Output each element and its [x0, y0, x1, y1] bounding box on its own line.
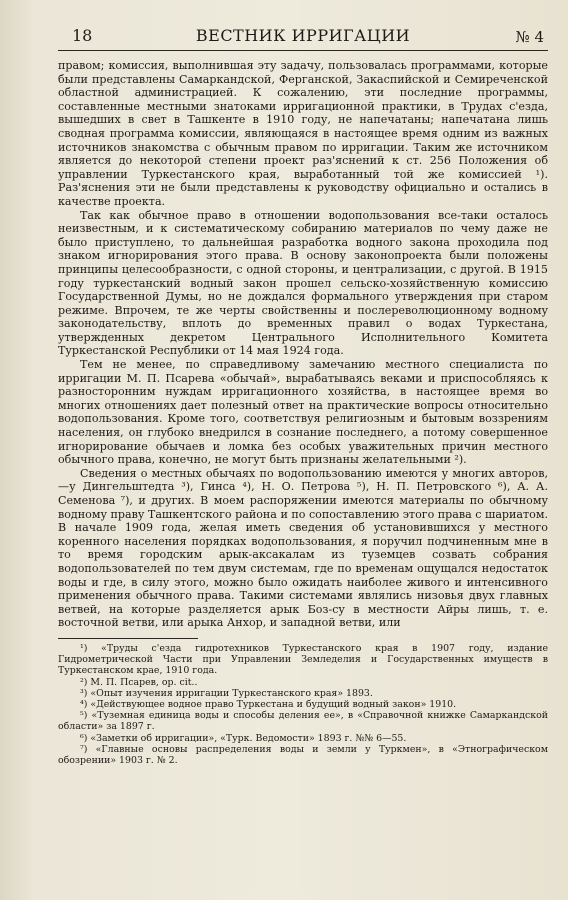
page-number: 18 — [72, 26, 93, 45]
journal-title: ВЕСТНИК ИРРИГАЦИИ — [195, 26, 411, 45]
main-text — [58, 59, 548, 630]
footnote: ⁶) «Заметки об ирригации», «Турк. Ведомости» 1893 г. №№ 6—55. — [80, 732, 407, 744]
footnotes — [58, 643, 548, 766]
paragraph: Сведения о местных обычаях по водопользованию имеются у многих авторов,—у Дингельштедта ³), Гинса ⁴), Н. О. Петрова ⁵), Н. П. Петровского ⁶), А. А. Семенова ⁷), и других. В моем распоряжении имеются материалы по обычному водному праву Ташкентского района и по сопоставлению этого права с шариатом. В начале 1909 года, желая иметь сведения об установившихся у местного коренного населения порядках водопользования, я поручил подчиненным мне в то время городским арык-аксакалам из туземцев созвать собрания водопользователей по тем двум системам, где по временам ощущался недостаток воды и где, в силу этого, можно было ожидать наиболее живого и интенсивного применения обычного права. Такими системами являлись низовья двух главных ветвей, на которые разделяется арык Боз-су в местности Айры лишь, т. е. восточной ветви, или арыка Анхор, и западной ветви, или — [58, 466, 549, 630]
running-header — [58, 24, 548, 51]
footnote: ¹) «Труды с'езда гидротехников Туркестанского края в 1907 году, издание Гидрометрической Части при Управлении Земледелия и Государственных имуществ в Туркестанском крае, 1910 года. — [58, 642, 548, 677]
footnote: ⁵) «Туземная единица воды и способы деления ее», в «Справочной книжке Самаркандской области» за 1897 г. — [58, 710, 548, 733]
issue-number: № 4 — [515, 28, 544, 46]
paragraph: Так как обычное право в отношении водопользования все-таки осталось неизвестным, и к систематическому собиранию материалов по чему даже не было приступлено, то дальнейшая разработка водного закона проходила под знаком игнорирования этого права. В основу законопроекта были положены принципы целесообразности, с одной стороны, и централизации, с другой. В 1915 году туркестанский водный закон прошел сельско-хозяйственную комиссию Государственной Думы, но не дождался формального утверждения при старом режиме. Впрочем, те же черты свойственны и послереволюционному водному законодательству, вплоть до временных правил о водах Туркестана, утвержденных декретом Центрального Исполнительного Комитета Туркестанской Республики от 14 мая 1924 года. — [58, 208, 548, 358]
footnote: ²) М. П. Псарев, op. cit.. — [80, 676, 198, 688]
footnote: ⁷) «Главные основы распределения воды и земли у Туркмен», в «Этнографическом обозрении» 1903 г. № 2. — [58, 743, 548, 766]
paragraph: Тем не менее, по справедливому замечанию местного специалиста по ирригации М. П. Псарева «обычай», вырабатываясь веками и приспособляясь к разносторонним нуждам ирригационного хозяйства, в настоящее время во многих отношениях дает полезный ответ на практические вопросы относительно водопользования. Кроме того, соответствуя религиозным и бытовым воззрениям населения, он глубоко внедрился в сознание последнего, а потому совершенное игнорирование обычаев и ломка без особых уважительных причин местного обычного права, конечно, не могут быть признаны желательными ²). — [58, 358, 548, 467]
paragraph: правом; комиссия, выполнившая эту задачу, пользовалась программами, которые были представлены Самаркандской, Ферганской, Закаспийской и Семиреченской областной администрацией. К сожалению, эти последние программы, составленные местными знатоками ирригационной практики, в Трудах с'езда, вышедших в свет в Ташкенте в 1910 году, не напечатаны; напечатана лишь сводная программа комиссии, являющаяся в настоящее время одним из важных источников знакомства с обычным правом по ирригации. Таким же источником является до некоторой степени проект раз'яснений к ст. 256 Положения об управлении Туркестанского края, выработанный той же комиссией ¹). Раз'яснения эти не были представлены к руководству официально и остались в качестве проекта. — [58, 59, 548, 208]
footnote-divider — [58, 638, 198, 639]
footnote: ⁴) «Действующее водное право Туркестана и будущий водный закон» 1910. — [80, 698, 457, 710]
footnote: ³) «Опыт изучения ирригации Туркестанского края» 1893. — [80, 687, 373, 699]
